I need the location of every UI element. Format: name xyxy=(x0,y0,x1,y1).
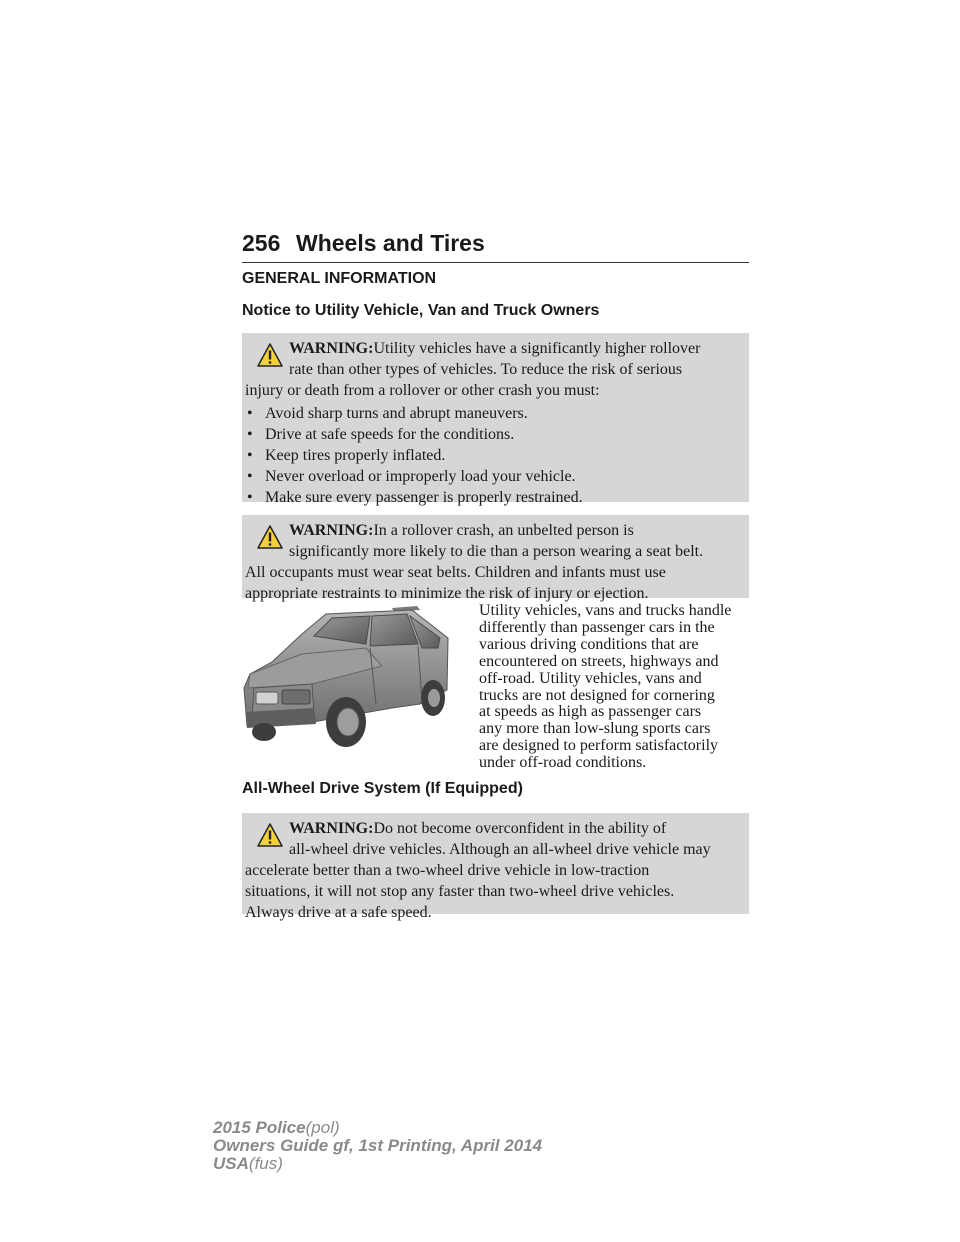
section-title: GENERAL INFORMATION xyxy=(242,270,437,287)
warning-label: WARNING: xyxy=(289,522,374,539)
warning-line: WARNING:Utility vehicles have a significantly higher rollover xyxy=(289,340,701,357)
warning-line: rate than other types of vehicles. To reduce the risk of serious xyxy=(289,361,683,378)
warning-label: WARNING: xyxy=(289,820,374,837)
page-header xyxy=(242,230,749,263)
list-item: • Keep tires properly inflated. xyxy=(247,447,446,464)
vehicle-handling-paragraph: Utility vehicles, vans and trucks handle differently than passenger cars in the various driving conditions that are encountered on streets, highways and off-road. Utility vehicles, vans and trucks are not designed for cornering at speeds as high as passenger cars any more than low-slung sports cars are designed to perform satisfactorily under off-road conditions. xyxy=(479,602,732,772)
warning-label: WARNING: xyxy=(289,340,374,357)
footer-line: Owners Guide gf, 1st Printing, April 2014 xyxy=(213,1136,543,1155)
warning-bullet-list xyxy=(245,403,741,508)
warning-triangle-icon xyxy=(257,823,283,847)
subsection-title-utility: Notice to Utility Vehicle, Van and Truck Owners xyxy=(242,302,600,319)
warning-box-awd xyxy=(242,813,749,921)
warning-line: accelerate better than a two-wheel drive vehicle in low-traction xyxy=(245,862,650,879)
warning-box-rollover xyxy=(242,333,749,506)
page-number: 256 xyxy=(242,230,281,256)
subsection-title-awd: All-Wheel Drive System (If Equipped) xyxy=(242,780,523,797)
warning-line: WARNING:Do not become overconfident in the ability of xyxy=(289,820,667,837)
warning-line: Always drive at a safe speed. xyxy=(245,904,432,921)
utility-vehicle-illustration xyxy=(242,604,450,748)
list-item: • Avoid sharp turns and abrupt maneuvers. xyxy=(247,405,528,422)
warning-line: WARNING:In a rollover crash, an unbelted person is xyxy=(289,522,634,539)
list-item: • Drive at safe speeds for the conditions. xyxy=(247,426,515,443)
warning-triangle-icon xyxy=(257,343,283,367)
list-item: • Never overload or improperly load your vehicle. xyxy=(247,468,576,485)
list-item: • Make sure every passenger is properly restrained. xyxy=(247,489,583,506)
warning-line: injury or death from a rollover or other crash you must: xyxy=(245,382,600,399)
chapter-title: Wheels and Tires xyxy=(296,230,485,256)
page-footer xyxy=(213,1119,542,1173)
warning-line: appropriate restraints to minimize the risk of injury or ejection. xyxy=(245,585,649,602)
footer-line: USA(fus) xyxy=(213,1154,283,1173)
warning-line: situations, it will not stop any faster than two-wheel drive vehicles. xyxy=(245,883,675,900)
warning-line: all-wheel drive vehicles. Although an all-wheel drive vehicle may xyxy=(289,841,711,858)
warning-line: All occupants must wear seat belts. Children and infants must use xyxy=(245,564,666,581)
warning-triangle-icon xyxy=(257,525,283,549)
warning-box-seatbelt xyxy=(242,515,749,602)
warning-line: significantly more likely to die than a person wearing a seat belt. xyxy=(289,543,704,560)
footer-line: 2015 Police(pol) xyxy=(213,1118,340,1137)
